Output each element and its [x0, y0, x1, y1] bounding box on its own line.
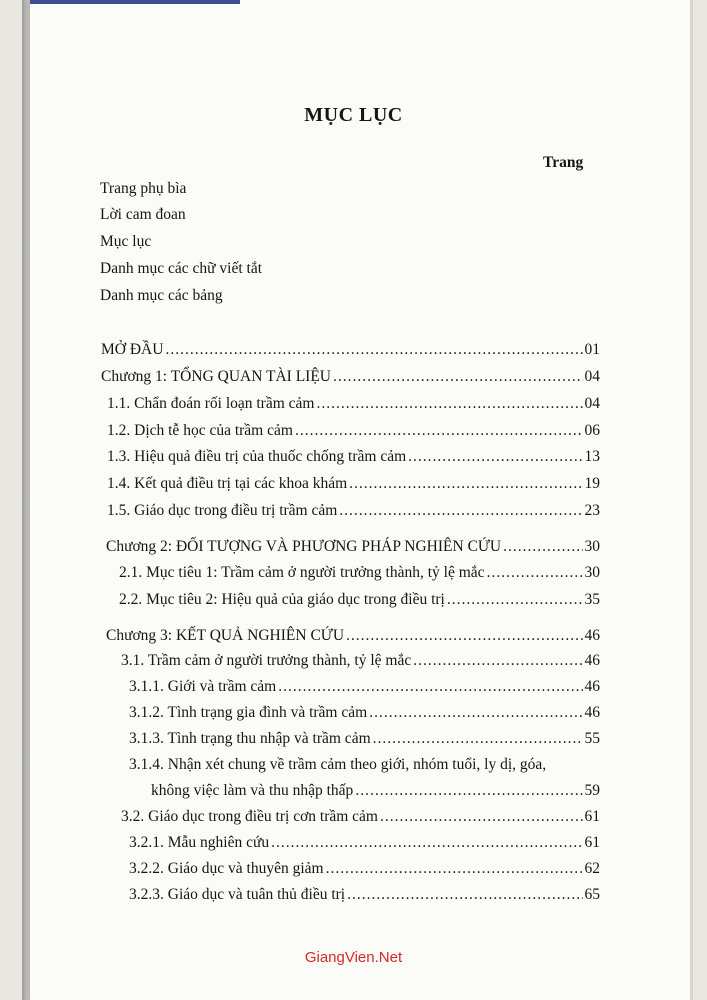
toc-entry-label: Chương 3: KẾT QUẢ NGHIÊN CỨU [106, 627, 345, 644]
toc-entry-page: 59 [584, 782, 600, 799]
toc-leader-dots [333, 368, 583, 386]
page-title: MỤC LỤC [304, 104, 403, 126]
toc-entry [107, 475, 600, 493]
toc-leader-dots [355, 782, 582, 800]
toc-entry [101, 341, 600, 359]
toc-entry-page: 19 [584, 475, 600, 492]
toc-leader-dots [349, 475, 582, 493]
watermark: GiangVien.Net [304, 949, 403, 966]
toc-entry-page: 61 [584, 808, 600, 825]
toc-entry [119, 591, 600, 609]
toc-leader-dots [316, 395, 582, 413]
toc-entry [129, 730, 600, 748]
toc-leader-dots [278, 678, 582, 696]
toc-entry-label: 3.1.3. Tình trạng thu nhập và trầm cảm [129, 730, 371, 747]
toc-entry-label: 3.2.1. Mẫu nghiên cứu [129, 834, 270, 851]
toc-entry [129, 860, 600, 878]
toc-entry-page: 23 [584, 502, 600, 519]
toc-leader-dots [487, 564, 583, 582]
toc-entry-page: 13 [584, 448, 600, 465]
toc-entry-label: MỞ ĐẦU [101, 341, 164, 358]
toc-entry [129, 886, 600, 904]
toc-entry-label: 1.2. Dịch tễ học của trầm cảm [107, 422, 293, 439]
toc-entry [151, 782, 600, 800]
toc-entry-page: 30 [584, 564, 600, 581]
toc-entry [121, 808, 600, 826]
toc-leader-dots [339, 502, 582, 520]
toc-entry-label: 3.1.1. Giới và trầm cảm [129, 678, 277, 695]
toc-entry-page: 01 [584, 341, 600, 358]
page-right-edge [690, 0, 693, 1000]
toc-entry-page: 61 [584, 834, 600, 851]
toc-entry [129, 704, 600, 722]
toc-entry-label: 2.1. Mục tiêu 1: Trầm cảm ở người trưởng thành, tỷ lệ mắc [119, 564, 485, 581]
toc-entry [119, 564, 600, 582]
toc-entry-label: 1.4. Kết quả điều trị tại các khoa khám [107, 475, 348, 492]
toc-entry-page: 30 [584, 538, 600, 555]
toc-entry-label: 3.2. Giáo dục trong điều trị cơn trầm cảm [121, 808, 378, 825]
toc-entry-label: Chương 2: ĐỐI TƯỢNG VÀ PHƯƠNG PHÁP NGHIÊN CỨU [106, 538, 502, 555]
toc-leader-dots [347, 886, 582, 904]
toc-entry-page: 65 [584, 886, 600, 903]
page-column-header: Trang [543, 154, 584, 171]
toc-entry-label: 1.5. Giáo dục trong điều trị trầm cảm [107, 502, 338, 519]
toc-entry-page: 06 [584, 422, 600, 439]
toc-entry-label: 3.1.2. Tình trạng gia đình và trầm cảm [129, 704, 368, 721]
toc-entry [107, 395, 600, 413]
toc-entry-page: 04 [584, 368, 600, 385]
page-top-edge [30, 0, 240, 4]
toc-leader-dots [165, 341, 582, 359]
toc-leader-dots [503, 538, 582, 556]
book-binding-shadow [22, 0, 30, 1000]
toc-leader-dots [271, 834, 582, 852]
toc-entry-page: 46 [584, 627, 600, 644]
toc-entry-page: 62 [584, 860, 600, 877]
toc-entry [106, 627, 600, 645]
toc-leader-dots [447, 591, 583, 609]
toc-leader-dots [346, 627, 582, 645]
front-matter-item: Danh mục các chữ viết tắt [100, 260, 263, 277]
toc-entry-label: 2.2. Mục tiêu 2: Hiệu quả của giáo dục trong điều trị [119, 591, 445, 608]
toc-leader-dots [380, 808, 583, 826]
toc-leader-dots [326, 860, 583, 878]
toc-entry [107, 448, 600, 466]
toc-entry-label: 3.1. Trầm cảm ở người trưởng thành, tỷ lệ mắc [121, 652, 412, 669]
toc-entry-page: 04 [584, 395, 600, 412]
toc-entry-label: 3.2.2. Giáo dục và thuyên giảm [129, 860, 324, 877]
front-matter-item: Mục lục [100, 233, 152, 250]
toc-entry [129, 678, 600, 696]
toc-entry [129, 834, 600, 852]
toc-entry-page: 46 [584, 652, 600, 669]
toc-entry [107, 422, 600, 440]
front-matter-item: Lời cam đoan [100, 206, 186, 223]
toc-entry [101, 368, 600, 386]
toc-entry-page: 46 [584, 678, 600, 695]
toc-entry [121, 652, 600, 670]
toc-leader-dots [369, 704, 582, 722]
toc-entry-page: 55 [584, 730, 600, 747]
toc-leader-dots [413, 652, 582, 670]
toc-leader-dots [373, 730, 583, 748]
toc-entry [107, 502, 600, 520]
toc-entry-label: Chương 1: TỔNG QUAN TÀI LIỆU [101, 368, 331, 385]
toc-entry-label: 1.1. Chẩn đoán rối loạn trầm cảm [107, 395, 315, 412]
toc-entry [106, 538, 600, 556]
front-matter-item: Danh mục các bảng [100, 287, 223, 304]
toc-entry-label: 1.3. Hiệu quả điều trị của thuốc chống trầm cảm [107, 448, 407, 465]
toc-entry-label-cont: không việc làm và thu nhập thấp [151, 782, 354, 799]
toc-entry-page: 35 [584, 591, 600, 608]
toc-entry-label: 3.2.3. Giáo dục và tuân thủ điều trị [129, 886, 346, 903]
front-matter-item: Trang phụ bìa [100, 180, 187, 197]
toc-leader-dots [295, 422, 583, 440]
toc-entry-label: 3.1.4. Nhận xét chung về trầm cảm theo giới, nhóm tuổi, ly dị, góa, [129, 756, 547, 773]
toc-entry-page: 46 [584, 704, 600, 721]
toc-leader-dots [408, 448, 582, 466]
